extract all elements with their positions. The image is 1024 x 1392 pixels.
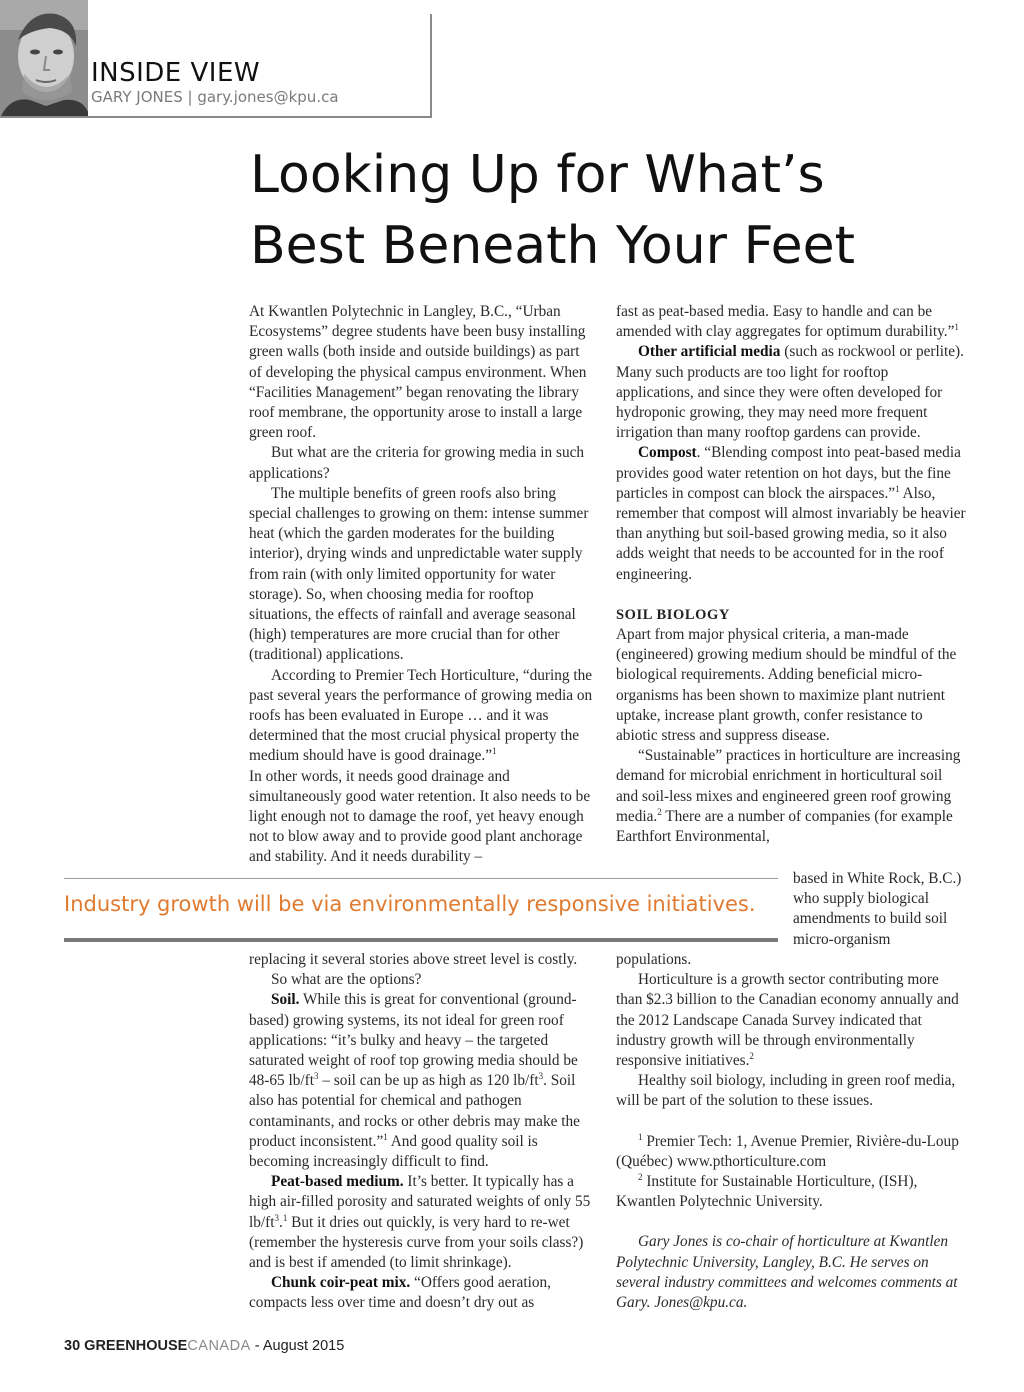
footnote-text: Premier Tech: 1, Avenue Premier, Rivière-du-Loup (Québec) www.pthorticulture.com <box>616 1132 959 1170</box>
paragraph: So what are the options? <box>271 971 422 989</box>
column-2-bottom <box>616 950 966 1313</box>
paragraph: But what are the criteria for growing media in such applications? <box>249 444 585 482</box>
paragraph-text: According to Premier Tech Horticulture, “during the past several years the performance of growing media on roofs has been evaluated in Europe … and it was determined that the most crucial physical property the medium should have is good drainage.” <box>249 666 593 765</box>
paragraph <box>616 443 966 584</box>
article-title <box>250 140 970 282</box>
footnote <box>616 1132 966 1172</box>
footnote-ref: 1 <box>954 322 959 333</box>
wrapped-text: based in White Rock, B.C.) who supply biological amendments to build soil micro-organism <box>793 870 962 948</box>
paragraph <box>249 990 595 1172</box>
footnote-number: 2 <box>638 1172 643 1183</box>
paragraph-text: Also, remember that compost will almost invariably be heavier than anything but soil-based growing media, so it also adds weight that needs to be accounted for in the roof engineering. <box>616 484 966 583</box>
paragraph <box>616 302 966 342</box>
page-number: 30 <box>64 1338 81 1354</box>
paragraph: Healthy soil biology, including in green roof media, will be part of the solution to these issues. <box>616 1072 956 1110</box>
footnote-ref: 2 <box>749 1051 754 1062</box>
paragraph: At Kwantlen Polytechnic in Langley, B.C., “Urban Ecosystems” degree students have been busy installing green walls (both inside and outside buildings) as part of developing the physical campus environment. When “Facilities Management” began renovating the library roof membrane, the opportunity arose to install a large green roof. <box>249 303 587 442</box>
section-heading: SOIL BIOLOGY <box>616 606 730 623</box>
paragraph-text: “Offers good aeration, compacts less over time and doesn’t dry out as <box>249 1274 551 1312</box>
paragraph: populations. <box>616 951 692 968</box>
paragraph-text: And good quality soil is becoming increasingly difficult to find. <box>249 1132 538 1171</box>
paragraph-text: . Soil also has potential for chemical and pathogen contaminants, and rocks or other debris may make the product inconsistent.” <box>249 1072 580 1150</box>
pullquote-rule-top <box>64 878 778 879</box>
paragraph-text: “Sustainable” practices in horticulture are increasing demand for microbial enrichment in horticultural soil and soil-less mixes and engineered green roof growing media. <box>616 747 961 825</box>
magazine-name-suffix: CANADA <box>187 1338 251 1354</box>
footnote-text: Institute for Sustainable Horticulture, (ISH), Kwantlen Polytechnic University. <box>616 1173 918 1211</box>
paragraph-text: While this is great for conventional (ground-based) growing systems, its not ideal for green roof applications: “it’s bulky and heavy – the targeted saturated weight of roof top growing media should be 48-65 lb/ft <box>249 991 578 1090</box>
author-photo <box>0 0 88 118</box>
paragraph-text: – soil can be up as high as 120 lb/ft <box>318 1072 539 1090</box>
footnote <box>616 1172 966 1212</box>
paragraph <box>249 1273 595 1313</box>
footnote-ref: 1 <box>383 1131 388 1142</box>
run-in-heading: Soil. <box>271 991 300 1009</box>
paragraph <box>616 342 966 443</box>
header-divider-horizontal <box>0 116 432 118</box>
superscript: 3 <box>314 1071 319 1082</box>
issue-date: - August 2015 <box>254 1338 345 1354</box>
footnote-ref: 1 <box>282 1212 288 1223</box>
paragraph: In other words, it needs good drainage and simultaneously good water retention. It also needs to be light enough not to damage the roof, yet heavy enough not to blow away and to provide good plant anchorage and stability. And it needs durability – <box>249 767 591 866</box>
run-in-heading: Peat-based medium. <box>271 1173 404 1191</box>
superscript: 3 <box>274 1212 279 1223</box>
page-footer <box>64 1338 344 1354</box>
paragraph: The multiple benefits of green roofs also bring special challenges to growing on them: intense summer heat (which the garden moderates for the building interior), drying winds and unpredictable water supply from rain (with only limited opportunity for water storage). So, when choosing media for rooftop situations, the effects of rainfall and average seasonal (high) temperatures are more crucial than for other (traditional) applications. <box>249 484 589 664</box>
header-divider-vertical <box>430 14 432 118</box>
magazine-name: GREENHOUSE <box>84 1338 188 1354</box>
footnote-ref: 1 <box>492 746 497 757</box>
paragraph-text: There are a number of companies (for example Earthfort Environmental, <box>616 807 953 846</box>
run-in-heading: Chunk coir-peat mix. <box>271 1274 411 1292</box>
author-line: GARY JONES | gary.jones@kpu.ca <box>91 88 339 106</box>
title-line-1: Looking Up for What’s <box>250 145 825 205</box>
pull-quote: Industry growth will be via environmentally responsive initiatives. <box>64 892 756 916</box>
footnote-ref: 1 <box>895 483 900 494</box>
column-1-top <box>249 302 595 868</box>
column-1-bottom <box>249 950 595 1314</box>
paragraph <box>616 970 966 1071</box>
paragraph-text: It’s better. It typically has a high air-filled porosity and saturated weights of only 55 lb/ft <box>249 1173 591 1231</box>
footnote-ref: 2 <box>657 806 662 817</box>
paragraph-text: . “Blending compost into peat-based media provides good water retention on hot days, but the fine particles in compost can block the airspaces.” <box>616 444 961 502</box>
run-in-heading: Compost <box>638 444 697 462</box>
footnote-number: 1 <box>638 1131 643 1142</box>
paragraph-text: But it dries out quickly, is very hard to re-wet (remember the hysteresis curve from your soils class?) and is best if amended (to limit shrinkage). <box>249 1213 584 1272</box>
paragraph: Peat-based medium. It’s better. It typically has a high air-filled porosity and saturated weights of only 55 $lb/ft^3.^1$ But it dries out quickly, is very hard to re-wet (remember the hysteresis curve from your soils class?) and is best if amended (to limit shrinkage). <box>249 1173 591 1272</box>
paragraph: replacing it several stories above street level is costly. <box>249 951 578 968</box>
column-2-top <box>616 302 966 847</box>
paragraph <box>249 666 595 767</box>
paragraph-text: Horticulture is a growth sector contributing more than $2.3 billion to the Canadian economy annually and the 2012 Landscape Canada Survey indicated that industry growth will be through environmentally responsive initiatives. <box>616 971 959 1070</box>
run-in-heading: Other artificial media <box>638 343 781 361</box>
superscript: 3 <box>538 1071 544 1082</box>
title-line-2: Best Beneath Your Feet <box>250 216 856 276</box>
paragraph: Apart from major physical criteria, a man-made (engineered) growing medium should be mindful of the biological requirements. Adding beneficial micro-organisms has been shown to maximize plant nutrient uptake, increase plant growth, confer resistance to abiotic stress and suppress disease. <box>616 626 957 745</box>
pullquote-rule-bottom <box>64 938 778 942</box>
column-name: INSIDE VIEW <box>91 58 261 88</box>
paragraph-text: (such as rockwool or perlite). Many such products are too light for rooftop applications, and since they were often developed for hydroponic growing, they may need more frequent irrigation than many rooftop gardens can provide. <box>616 343 964 442</box>
paragraph-text: fast as peat-based media. Easy to handle and can be amended with clay aggregates for optimum durability.” <box>616 303 955 341</box>
paragraph <box>616 746 966 847</box>
author-bio: Gary Jones is co-chair of horticulture at Kwantlen Polytechnic University, Langley, B.C. He serves on several industry committees and welcomes comments at Gary. Jones@kpu.ca. <box>616 1233 958 1312</box>
